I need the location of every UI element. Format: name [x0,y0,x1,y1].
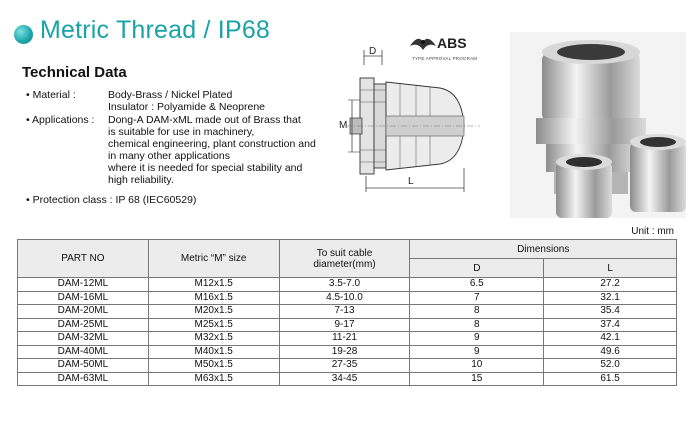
applications-line: where it is needed for special stability and [108,162,303,174]
dimension-label-l: L [408,176,414,187]
cell-metric: M12x1.5 [148,278,279,292]
cell-l: 61.5 [544,372,677,386]
applications-line: high reliability. [108,174,174,186]
cell-cable: 3.5-7.0 [279,278,410,292]
cell-l: 37.4 [544,318,677,332]
unit-note: Unit : mm [631,226,674,237]
cell-part-no: DAM-16ML [18,291,149,305]
specification-table [17,239,677,386]
cell-d: 10 [410,359,544,373]
applications-line: is suitable for use in machinery, [108,126,255,138]
cell-l: 32.1 [544,291,677,305]
table-row [18,372,677,386]
cell-d: 9 [410,345,544,359]
table-row [18,318,677,332]
header-d: D [410,259,544,278]
header-cable-diameter [279,240,410,278]
table-row [18,332,677,346]
applications-line: chemical engineering, plant construction and [108,138,316,150]
header-metric-size: Metric “M” size [148,240,279,278]
protection-class: • Protection class : IP 68 (IEC60529) [26,194,197,206]
cell-metric: M50x1.5 [148,359,279,373]
table-row [18,359,677,373]
table-row [18,305,677,319]
dimension-label-m: M [339,120,348,131]
cell-part-no: DAM-32ML [18,332,149,346]
table-row [18,278,677,292]
cell-metric: M20x1.5 [148,305,279,319]
cell-l: 52.0 [544,359,677,373]
section-heading: Technical Data [22,64,127,81]
cell-cable: 11-21 [279,332,410,346]
cell-part-no: DAM-63ML [18,372,149,386]
abs-eagle-logo-icon [408,32,438,56]
header-l: L [544,259,677,278]
cell-l: 35.4 [544,305,677,319]
cable-gland-drawing [330,40,510,200]
abs-logo-subtext: TYPE APPROVAL PROGRAM [412,56,478,61]
header-part-no: PART NO [18,240,149,278]
cell-metric: M32x1.5 [148,332,279,346]
cell-d: 6.5 [410,278,544,292]
product-photo [510,32,686,218]
title-bullet-icon [14,25,33,44]
cell-part-no: DAM-25ML [18,318,149,332]
cell-d: 15 [410,372,544,386]
cell-part-no: DAM-40ML [18,345,149,359]
material-line-2: Insulator : Polyamide & Neoprene [108,101,266,113]
cell-l: 42.1 [544,332,677,346]
page-title: Metric Thread / IP68 [40,16,271,44]
table-row [18,345,677,359]
abs-logo-text: ABS [437,35,467,51]
header-cable-line-2: diameter(mm) [313,258,376,270]
cell-part-no: DAM-20ML [18,305,149,319]
cell-part-no: DAM-50ML [18,359,149,373]
cell-cable: 27-35 [279,359,410,373]
applications-label: • Applications : [26,114,95,126]
cell-l: 49.6 [544,345,677,359]
cell-cable: 19-28 [279,345,410,359]
cell-metric: M40x1.5 [148,345,279,359]
header-dimensions: Dimensions [410,240,677,259]
cell-cable: 7-13 [279,305,410,319]
cell-l: 27.2 [544,278,677,292]
table-row [18,291,677,305]
material-label: • Material : [26,89,76,101]
cell-d: 8 [410,318,544,332]
cell-cable: 9-17 [279,318,410,332]
applications-line: Dong-A DAM-xML made out of Brass that [108,114,301,126]
cell-metric: M25x1.5 [148,318,279,332]
dimension-label-d: D [369,46,377,57]
cell-d: 9 [410,332,544,346]
header-cable-line-1: To suit cable [316,247,373,259]
applications-line: in many other applications [108,150,230,162]
cell-cable: 4.5-10.0 [279,291,410,305]
cell-part-no: DAM-12ML [18,278,149,292]
material-line-1: Body-Brass / Nickel Plated [108,89,233,101]
cell-d: 8 [410,305,544,319]
cell-d: 7 [410,291,544,305]
cell-metric: M63x1.5 [148,372,279,386]
cell-metric: M16x1.5 [148,291,279,305]
cell-cable: 34-45 [279,372,410,386]
